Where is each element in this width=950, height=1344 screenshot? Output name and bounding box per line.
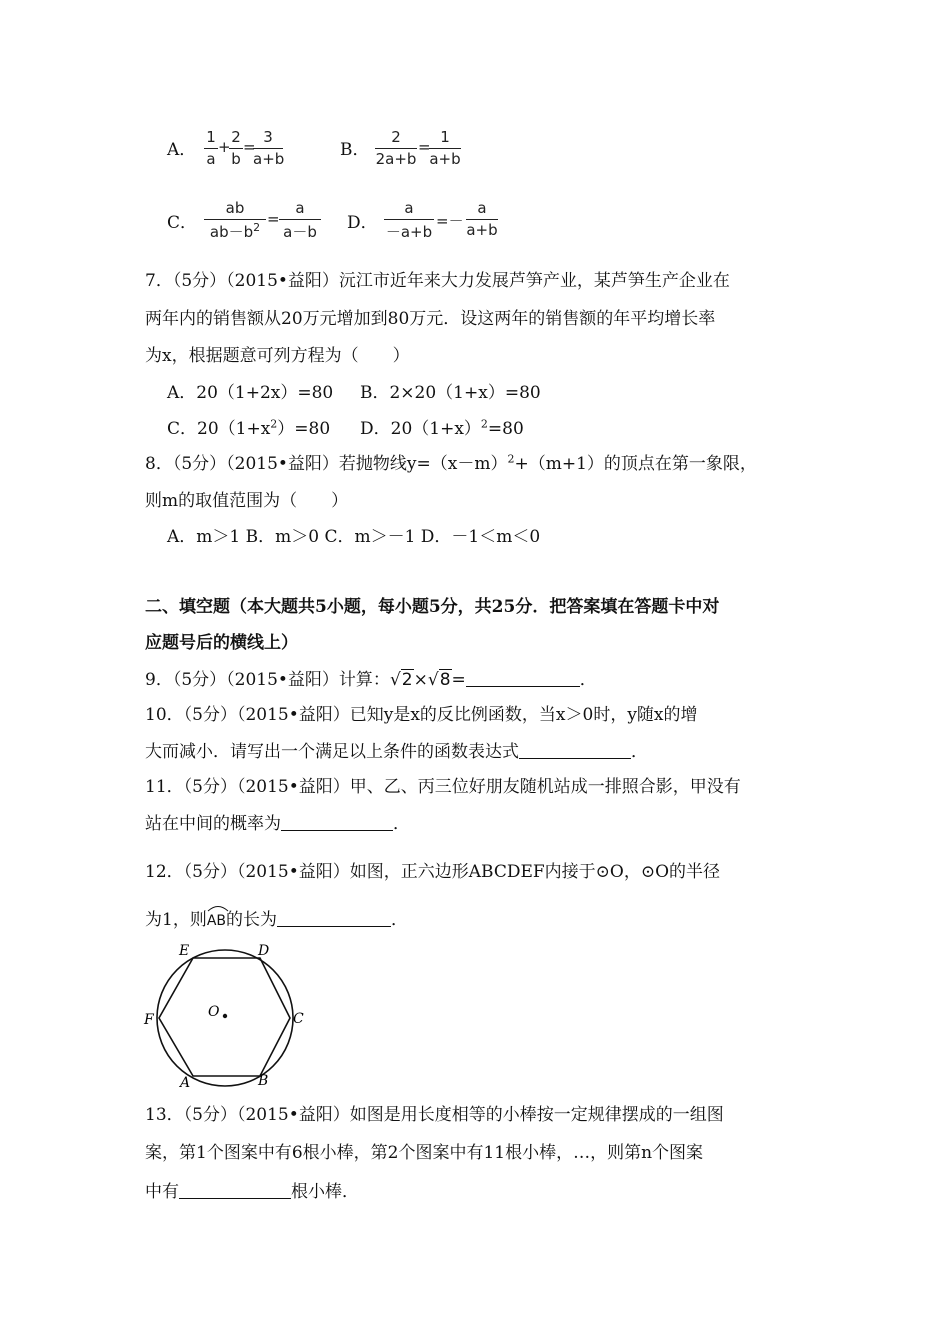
q6-b-fraction-2 [429, 128, 461, 170]
denominator: a+b [466, 221, 498, 239]
exponent: 2 [270, 417, 278, 431]
numerator: 3 [263, 128, 273, 146]
sqrt-8: √8 [427, 670, 451, 690]
fraction-bar [429, 148, 461, 149]
numerator: 1 [206, 128, 216, 146]
denominator: 2a+b [375, 150, 417, 168]
q13-line-3-tail: 根小棒． [291, 1182, 359, 1202]
q6-d-fraction-2 [466, 199, 498, 243]
q8-line-1-text: 8．（5分）（2015•益阳）若抛物线y=（x－m） [145, 454, 508, 474]
q6-option-c-letter: C． [167, 213, 198, 233]
plus-sign: + [218, 138, 231, 156]
q11-line-1: 11．（5分）（2015•益阳）甲、乙、丙三位好朋友随机站成一排照合影，甲没有 [145, 777, 741, 797]
label-e: E [179, 943, 190, 959]
q7-line-2: 两年内的销售额从20万元增加到80万元．设这两年的销售额的年平均增长率 [145, 309, 716, 329]
q8-options: A．m＞1 B．m＞0 C．m＞－1 D．－1＜m＜0 [167, 527, 541, 547]
q10-line-2-text: 大而减小．请写出一个满足以上条件的函数表达式 [145, 742, 519, 762]
label-d: D [258, 943, 270, 959]
section-2-heading-line-1: 二、填空题（本大题共5小题，每小题5分，共25分．把答案填在答题卡中对 [145, 597, 720, 617]
q12-line-2 [145, 908, 408, 932]
q9-text: 9．（5分）（2015•益阳）计算： [145, 670, 390, 690]
q13-line-1: 13．（5分）（2015•益阳）如图是用长度相等的小棒按一定规律摆成的一组图 [145, 1105, 724, 1125]
equals-minus-sign: =－ [436, 212, 464, 230]
option-c-tail: ）=80 [277, 419, 331, 439]
denominator [204, 221, 266, 242]
fraction-bar [466, 219, 498, 220]
denominator: a+b [429, 150, 461, 168]
period: ． [631, 742, 648, 762]
q6-c-fraction-2 [279, 199, 321, 243]
q10-line-1: 10．（5分）（2015•益阳）已知y是x的反比例函数，当x＞0时，y随x的增 [145, 705, 698, 725]
arc-label: AB [206, 913, 227, 929]
q8-line-1-tail: +（m+1）的顶点在第一象限， [514, 454, 757, 474]
q6-a-fraction-3 [253, 128, 283, 170]
q7-option-b: B．2×20（1+x）=80 [360, 383, 541, 403]
answer-blank[interactable] [179, 1180, 291, 1199]
radicand: 8 [439, 670, 451, 690]
radicand: 2 [401, 670, 413, 690]
equals-sign: = [418, 138, 431, 156]
exponent: 2 [253, 221, 261, 234]
fraction-bar [375, 148, 417, 149]
fraction-bar [279, 219, 321, 220]
label-f: F [144, 1012, 154, 1028]
option-d-tail: =80 [487, 419, 524, 439]
q7-option-c [167, 418, 330, 440]
q6-a-fraction-1 [204, 128, 218, 170]
equals-sign: = [267, 210, 280, 228]
q12-line-2-mid: 的长为 [226, 910, 278, 930]
q6-option-d-letter: D． [347, 213, 378, 233]
fraction-bar [253, 148, 283, 149]
option-c-text: C．20（1+x [167, 419, 271, 439]
period: ． [393, 814, 410, 834]
answer-blank[interactable] [466, 668, 580, 687]
q8-line-2: 则m的取值范围为（ ） [145, 491, 349, 511]
numerator: 1 [440, 128, 450, 146]
q12-line-2-text: 为1，则 [145, 910, 207, 930]
q13-line-2: 案，第1个图案中有6根小棒，第2个图案中有11根小棒，…，则第n个图案 [145, 1143, 704, 1163]
denominator-base: ab－b [209, 223, 254, 241]
q11-line-2-text: 站在中间的概率为 [145, 814, 281, 834]
label-o: O [208, 1004, 220, 1020]
answer-blank[interactable] [519, 740, 631, 759]
center-point [223, 1014, 227, 1018]
q6-d-fraction-1 [384, 199, 434, 243]
q7-line-3: 为x，根据题意可列方程为（ ） [145, 346, 410, 366]
q7-option-d [360, 418, 524, 440]
answer-blank[interactable] [281, 812, 393, 831]
numerator: a [477, 199, 487, 217]
arc-mark-icon [207, 904, 229, 912]
label-b: B [258, 1073, 269, 1089]
label-a: A [180, 1075, 191, 1090]
label-c: C [293, 1011, 304, 1027]
times-sign: × [413, 670, 428, 690]
denominator: b [231, 150, 241, 168]
arc-ab [207, 910, 226, 932]
equals-sign: = [451, 670, 466, 690]
numerator: a [404, 199, 414, 217]
q8-line-1 [145, 453, 757, 475]
fraction-bar [384, 219, 434, 220]
exponent: 2 [480, 417, 488, 431]
denominator: a [206, 150, 216, 168]
q6-option-b-letter: B． [340, 140, 370, 160]
period: ． [391, 910, 409, 930]
q6-a-fraction-2 [229, 128, 243, 170]
period: ． [579, 670, 597, 690]
equals-sign: = [243, 138, 256, 156]
exponent: 2 [507, 452, 515, 466]
q13-line-3-text: 中有 [145, 1182, 179, 1202]
q11-line-2 [145, 812, 410, 835]
q12-line-1: 12．（5分）（2015•益阳）如图，正六边形ABCDEF内接于⊙O，⊙O的半径 [145, 862, 721, 882]
hexagon-in-circle-figure [140, 940, 320, 1090]
q6-option-a-letter: A． [167, 140, 197, 160]
denominator: －a+b [385, 223, 433, 241]
option-d-text: D．20（1+x） [360, 419, 481, 439]
q13-line-3 [145, 1180, 359, 1203]
q6-c-fraction-1 [204, 199, 266, 243]
fraction-bar [204, 219, 266, 220]
q9-line [145, 668, 597, 691]
denominator: a－b [283, 223, 317, 241]
numerator: 2 [231, 128, 241, 146]
numerator: ab [225, 199, 245, 217]
fraction-bar [229, 148, 243, 149]
section-2-heading-line-2: 应题号后的横线上） [145, 633, 298, 653]
sqrt-2: √2 [389, 670, 413, 690]
q6-b-fraction-1 [375, 128, 417, 170]
numerator: a [295, 199, 305, 217]
q10-line-2 [145, 740, 648, 763]
q7-option-a: A．20（1+2x）=80 [167, 383, 334, 403]
denominator: a+b [253, 150, 285, 168]
answer-blank[interactable] [277, 908, 391, 927]
numerator: 2 [391, 128, 401, 146]
fraction-bar [204, 148, 218, 149]
q7-line-1: 7．（5分）（2015•益阳）沅江市近年来大力发展芦笋产业，某芦笋生产企业在 [145, 271, 730, 291]
